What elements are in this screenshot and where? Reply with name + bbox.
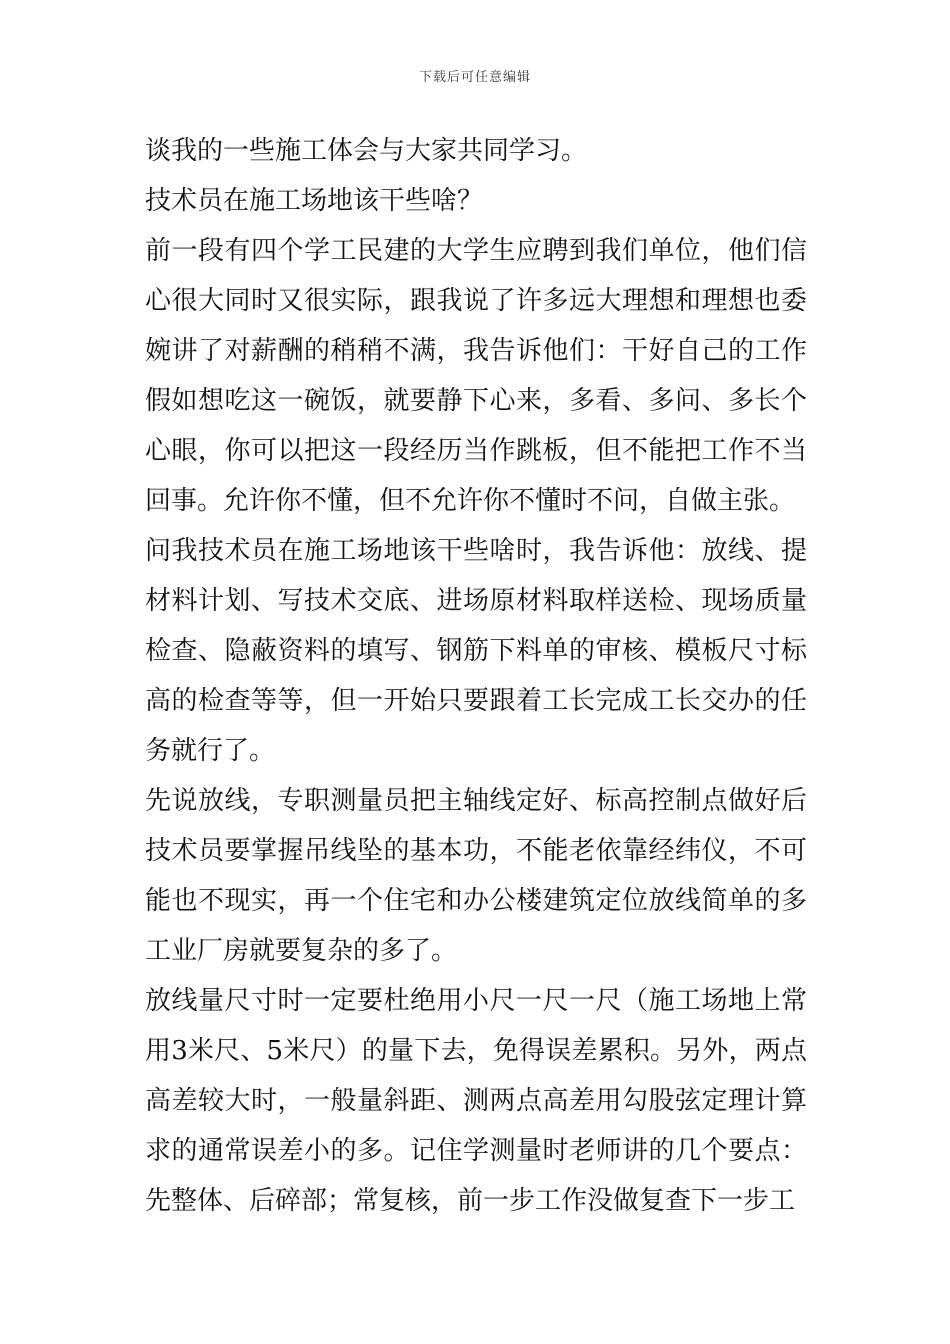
page-header: 下载后可任意编辑	[418, 70, 531, 85]
document-body	[145, 126, 807, 1226]
paragraph-question: 技术员在施工场地该干些啥？	[145, 186, 484, 216]
paragraph-advice: 前一段有四个学工民建的大学生应聘到我们单位，他们信心很大同时又很实际，跟我说了许多远大理想和理想也委婉讲了对薪酬的稍稍不满，我告诉他们：干好自己的工作假如想吃这一碗饭，就要静下心来，多看、多问、多长个心眼，你可以把这一段经历当作跳板，但不能把工作不当回事。允许你不懂，但不允许你不懂时不问，自做主张。	[145, 236, 807, 516]
paragraph-setting-out: 先说放线，专职测量员把主轴线定好、标高控制点做好后技术员要掌握吊线坠的基本功，不能老依靠经纬仪，不可能也不现实，再一个住宅和办公楼建筑定位放线简单的多工业厂房就要复杂的多了。	[145, 786, 807, 966]
paragraph-duties: 问我技术员在施工场地该干些啥时，我告诉他：放线、提材料计划、写技术交底、进场原材料取样送检、现场质量检查、隐蔽资料的填写、钢筋下料单的审核、模板尺寸标高的检查等等，但一开始只要跟着工长完成工长交办的任务就行了。	[145, 536, 807, 766]
paragraph-measuring: 放线量尺寸时一定要杜绝用小尺一尺一尺（施工场地上常用3米尺、5米尺）的量下去，免得误差累积。另外，两点高差较大时，一般量斜距、测两点高差用勾股弦定理计算求的通常误差小的多。记住学测量时老师讲的几个要点：先整体、后碎部；常复核，前一步工作没做复查下一步工	[145, 986, 807, 1216]
paragraph-intro: 谈我的一些施工体会与大家共同学习。	[145, 136, 588, 166]
